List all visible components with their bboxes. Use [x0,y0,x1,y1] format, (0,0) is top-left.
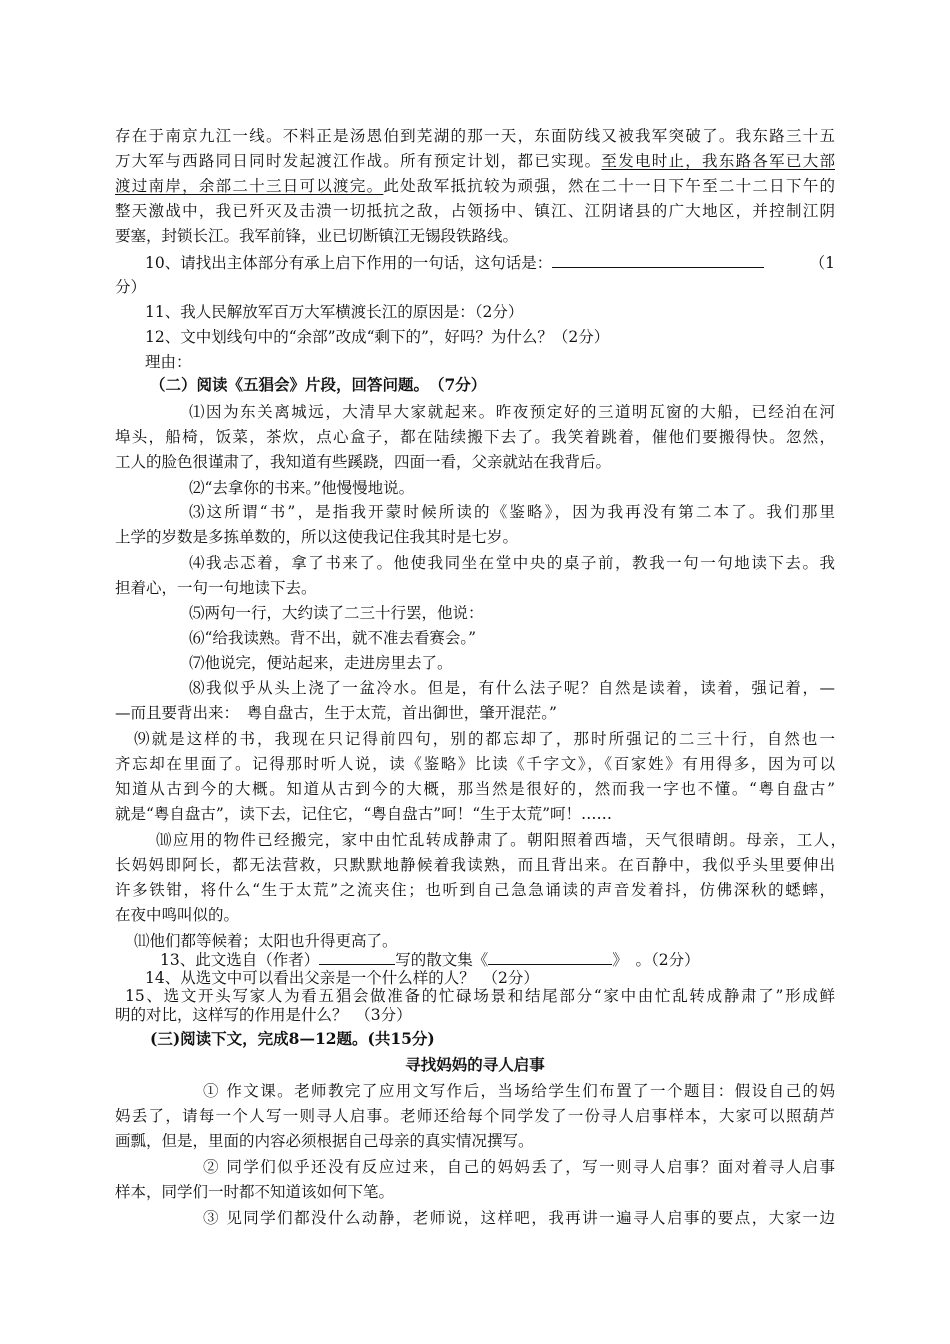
section3-line: ① 作文课。老师教完了应用文写作后，当场给学生们布置了一个题目：假设自己的妈 [203,1082,835,1100]
question-15: 明的对比，这样写的作用是什么？ （3分） [115,1006,412,1024]
question-14: 14、从选文中可以看出父亲是一个什么样的人？ （2分） [145,969,539,987]
question-15: 15、选文开头写家人为看五猖会做准备的忙碌场景和结尾部分“家中由忙乱转成静肃了”形成鲜 [125,987,835,1005]
section2-line: ⑼就是这样的书，我现在只记得前四句，别的都忘却了，那时所强记的二三十行，自然也一 [134,730,835,748]
section2-line: ⑸两句一行，大约读了二三十行罢，他说： [189,604,484,622]
passage1-text: 万大军与西路同日同时发起渡江作战。所有预定计划，都已实现。 [115,152,602,170]
section2-line: 知道从古到今的大概。知道从古到今的大概，那当然是很好的，然而我一字也不懂。“粤自盘古” [115,780,835,798]
question-10-text: 10、请找出主体部分有承上启下作用的一句话，这句话是： [145,254,553,272]
section2-line: ⑹“给我读熟。背不出，就不准去看赛会。” [189,629,477,647]
section2-line: 齐忘却在里面了。记得那时听人说，读《鉴略》比读《千字文》，《百家姓》有用得多，因为可以 [115,755,835,773]
section2-line: ⑽应用的物件已经搬完，家中由忙乱转成静肃了。朝阳照着西墙，天气很晴朗。母亲，工人， [156,831,846,849]
question-10-points-cont: 分） [115,278,147,296]
question-12: 12、文中划线句中的“余部”改成“剩下的”，好吗？为什么？（2分） [145,328,610,346]
underlined-sentence: 渡过南岸，余部二十三日可以渡完。 [115,177,384,195]
passage1-line: 存在于南京九江一线。不料正是汤恩伯到芜湖的那一天，东面防线又被我军突破了。我东路三十五 [115,127,835,145]
section2-line: 许多铁钳，将什么“生于太荒”之流夹住；也听到自己急急诵读的声音发着抖，仿佛深秋的蟋蟀， [115,881,835,899]
passage1-line: 整天激战中，我已歼灭及击溃一切抵抗之敌，占领扬中、镇江、江阴诸县的广大地区，并控制江阴 [115,202,835,220]
section3-line: ③ 见同学们都没什么动静，老师说，这样吧，我再讲一遍寻人启事的要点，大家一边 [203,1209,835,1227]
section2-line: ⑴因为东关离城远，大清早大家就起来。昨夜预定好的三道明瓦窗的大船，已经泊在河 [189,403,835,421]
section2-line: 就是“粤自盘古”，读下去，记住它，“粤自盘古”呵！“生于太荒”呵！…… [115,805,613,823]
question-13-text: 写的散文集《 [395,951,489,969]
section2-line: 担着心，一句一句地读下去。 [115,579,317,597]
section2-heading: （二）阅读《五猖会》片段，回答问题。 （7分） [150,375,487,394]
section3-line: 样本，同学们一时都不知道该如何下笔。 [115,1183,395,1201]
section2-line: ⑵“去拿你的书来。”他慢慢地说。 [189,479,415,497]
section2-line: ⑶这所谓“书”，是指我开蒙时候所读的《鉴略》，因为我再没有第二本了。我们那里 [189,503,835,521]
question-10-points: （1 [809,254,835,272]
section3-heading: (三)阅读下文，完成8—12题。(共15分) [150,1029,435,1048]
answer-blank[interactable] [552,267,764,268]
passage1-text: 此处敌军抵抗较为顽强，然在二十一日下午至二十二日下午的 [383,177,835,195]
question-10 [145,251,835,275]
section3-line: 画瓢，但是，里面的内容必须根据自己母亲的真实情况撰写。 [115,1132,534,1150]
section2-line: 埠头，船椅，饭菜，茶炊，点心盒子，都在陆续搬下去了。我笑着跳着，催他们要搬得快。忽然， [115,428,835,446]
section3-line: 妈丢了，请每一个人写一则寻人启事。老师还给每个同学发了一份寻人启事样本，大家可以照葫芦 [115,1107,835,1125]
passage1-line [115,149,835,173]
section2-line: 在夜中鸣叫似的。 [115,906,240,924]
question-13-points: 》 。（2分） [612,951,700,969]
passage1-line [115,174,835,198]
section3-line: ② 同学们似乎还没有反应过来，自己的妈妈丢了，写一则寻人启事？面对着寻人启事 [203,1158,835,1176]
section2-line: —而且要背出来： 粤自盘古，生于太荒，首出御世，肇开混茫。” [115,704,557,722]
article-title: 寻找妈妈的寻人启事 [405,1055,545,1074]
reason-label: 理由： [145,353,192,371]
section2-line: 长妈妈即阿长，都无法营救，只默默地静候着我读熟，而且背出来。在百静中，我似乎头里要伸出 [115,856,835,874]
section2-line: ⑻我似乎从头上浇了一盆冷水。但是，有什么法子呢？自然是读着，读着，强记着，— [189,679,835,697]
underlined-sentence: 至发电时止，我东路各军已大部 [601,152,835,170]
collection-blank[interactable] [488,964,612,965]
section2-line: ⑺他说完，便站起来，走进房里去了。 [189,654,453,672]
section2-line: 工人的脸色很谨肃了，我知道有些蹊跷，四面一看，父亲就站在我背后。 [115,453,612,471]
section2-line: 上学的岁数是多拣单数的，所以这使我记住我其时是七岁。 [115,528,519,546]
section2-line: ⑷我忐忑着，拿了书来了。他使我同坐在堂中央的桌子前，教我一句一句地读下去。我 [189,554,835,572]
passage1-line: 要塞，封锁长江。我军前锋，业已切断镇江无锡段铁路线。 [115,227,519,245]
question-13-text: 13、此文选自（作者） [160,951,320,969]
section2-line: ⑾他们都等候着；太阳也升得更高了。 [134,932,398,950]
author-blank[interactable] [319,964,395,965]
question-11: 11、我人民解放军百万大军横渡长江的原因是：（2分） [145,303,524,321]
